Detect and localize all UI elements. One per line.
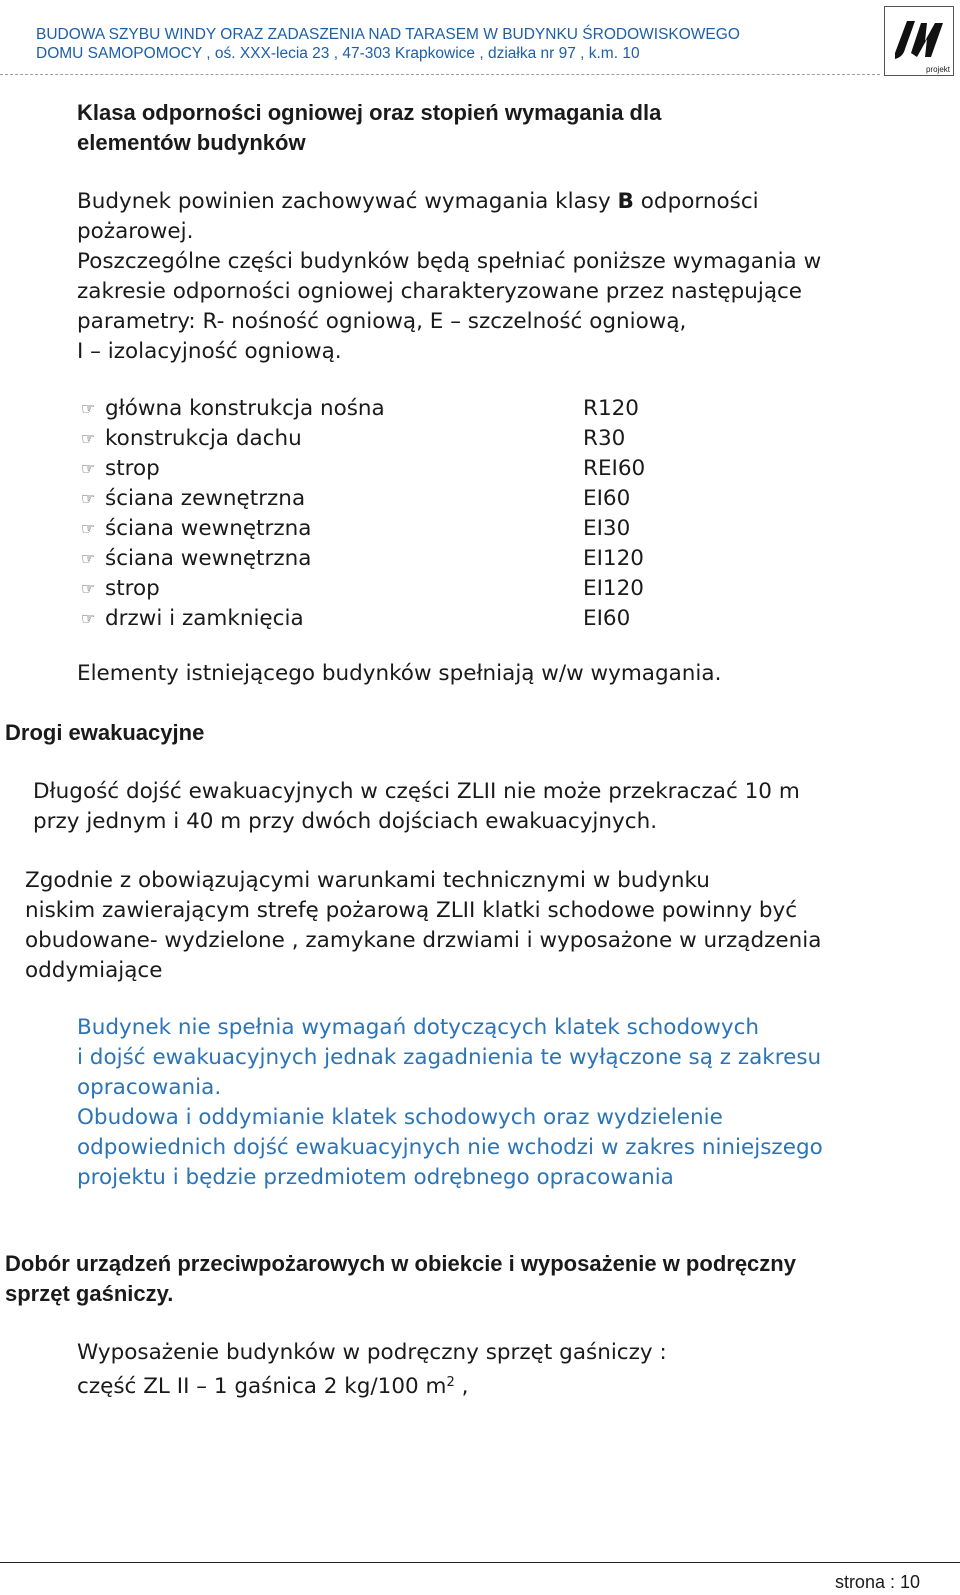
list-item xyxy=(77,514,777,544)
intro-line-1 xyxy=(77,187,821,217)
logo-subtext: projekt xyxy=(925,65,950,74)
hand-pointer-icon: ☞ xyxy=(80,549,96,568)
list-item xyxy=(77,484,777,514)
note-line-4: Obudowa i oddymianie klatek schodowych oraz wydzielenie xyxy=(77,1105,723,1130)
element-fire-rating: R30 xyxy=(583,426,626,451)
equipment-line-1: Wyposażenie budynków w podręczny sprzęt gaśniczy : xyxy=(77,1340,667,1365)
requirements-list xyxy=(77,394,777,634)
note-line-3: opracowania. xyxy=(77,1075,222,1100)
element-fire-rating: EI60 xyxy=(583,606,631,631)
params-line-4: I – izolacyjność ogniową. xyxy=(77,339,342,364)
conditions-line-3: obudowane- wydzielone , zamykane drzwiami i wyposażone w urządzenia xyxy=(25,928,822,953)
section-title-fire-class xyxy=(77,98,661,158)
hand-pointer-icon: ☞ xyxy=(80,489,96,508)
hand-pointer-icon: ☞ xyxy=(80,429,96,448)
square-meter-superscript: 2 xyxy=(446,1375,455,1390)
intro-line-2: pożarowej. xyxy=(77,219,194,244)
company-logo xyxy=(884,6,954,76)
footer-divider xyxy=(0,1562,960,1563)
list-item xyxy=(77,394,777,424)
hand-pointer-icon: ☞ xyxy=(80,399,96,418)
scope-note xyxy=(77,1013,823,1193)
evac-line-2: przy jednym i 40 m przy dwóch dojściach ewakuacyjnych. xyxy=(33,809,658,834)
list-item xyxy=(77,544,777,574)
element-name: konstrukcja dachu xyxy=(105,426,302,451)
element-name: strop xyxy=(105,576,160,601)
hand-pointer-icon: ☞ xyxy=(80,609,96,628)
conditions-line-4: oddymiające xyxy=(25,958,163,983)
section-title-evacuation: Drogi ewakuacyjne xyxy=(5,720,205,745)
list-item xyxy=(77,454,777,484)
hand-pointer-icon: ☞ xyxy=(80,519,96,538)
note-line-6: projektu i będzie przedmiotem odrębnego opracowania xyxy=(77,1165,674,1190)
section-title-fire-equipment xyxy=(5,1249,796,1309)
requirements-summary: Elementy istniejącego budynków spełniają w/w wymagania. xyxy=(77,661,722,686)
note-line-5: odpowiednich dojść ewakuacyjnych nie wchodzi w zakres niniejszego xyxy=(77,1135,823,1160)
equipment-title-line-2: sprzęt gaśniczy. xyxy=(5,1281,174,1306)
element-name: drzwi i zamknięcia xyxy=(105,606,304,631)
note-line-2: i dojść ewakuacyjnych jednak zagadnienia te wyłączone są z zakresu xyxy=(77,1045,822,1070)
element-fire-rating: EI120 xyxy=(583,546,644,571)
element-name: ściana zewnętrzna xyxy=(105,486,306,511)
evacuation-distance-paragraph xyxy=(33,777,800,837)
params-line-1: Poszczególne części budynków będą spełniać poniższe wymagania w xyxy=(77,249,822,274)
section-title-line-1: Klasa odporności ogniowej oraz stopień wymagania dla xyxy=(77,100,662,125)
list-item xyxy=(77,574,777,604)
element-fire-rating: EI30 xyxy=(583,516,631,541)
extinguisher-requirement: część ZL II – 1 gaśnica 2 kg/100 m xyxy=(77,1374,447,1399)
document-header xyxy=(36,25,866,63)
hand-pointer-icon: ☞ xyxy=(80,459,96,478)
fire-class-value: B xyxy=(617,189,634,214)
header-line-2: DOMU SAMOPOMOCY , oś. XXX-lecia 23 , 47-303 Krapkowice , działka nr 97 , k.m. 10 xyxy=(36,45,640,62)
element-name: ściana wewnętrzna xyxy=(105,516,312,541)
evac-line-1: Długość dojść ewakuacyjnych w części ZLII nie może przekraczać 10 m xyxy=(33,779,800,804)
list-item xyxy=(77,424,777,454)
section-title-line-2: elementów budynków xyxy=(77,130,306,155)
conditions-line-2: niskim zawierającym strefę pożarową ZLII klatki schodowe powinny być xyxy=(25,898,798,923)
equipment-line-2 xyxy=(77,1368,667,1402)
intro-text-a: Budynek powinien zachowywać wymagania klasy xyxy=(77,189,618,214)
hand-pointer-icon: ☞ xyxy=(80,579,96,598)
element-name: główna konstrukcja nośna xyxy=(105,396,385,421)
params-line-2: zakresie odporności ogniowej charakteryzowane przez następujące xyxy=(77,279,803,304)
conditions-line-1: Zgodnie z obowiązującymi warunkami technicznymi w budynku xyxy=(25,868,710,893)
element-name: strop xyxy=(105,456,160,481)
page-number: strona : 10 xyxy=(834,1572,920,1592)
params-line-3: parametry: R- nośność ogniową, E – szczelność ogniową, xyxy=(77,309,687,334)
list-item xyxy=(77,604,777,634)
header-line-1: BUDOWA SZYBU WINDY ORAZ ZADASZENIA NAD TARASEM W BUDYNKU ŚRODOWISKOWEGO xyxy=(36,26,740,43)
header-divider xyxy=(0,74,880,75)
equipment-line-end: , xyxy=(454,1374,469,1399)
intro-paragraph xyxy=(77,187,821,367)
note-line-1: Budynek nie spełnia wymagań dotyczących klatek schodowych xyxy=(77,1015,760,1040)
element-name: ściana wewnętrzna xyxy=(105,546,312,571)
equipment-paragraph xyxy=(77,1338,667,1402)
intro-text-b: odporności xyxy=(633,189,759,214)
element-fire-rating: EI60 xyxy=(583,486,631,511)
equipment-title-line-1: Dobór urządzeń przeciwpożarowych w obiekcie i wyposażenie w podręczny xyxy=(5,1251,796,1276)
element-fire-rating: REI60 xyxy=(583,456,646,481)
element-fire-rating: EI120 xyxy=(583,576,644,601)
element-fire-rating: R120 xyxy=(583,396,639,421)
technical-conditions-paragraph xyxy=(25,866,821,986)
